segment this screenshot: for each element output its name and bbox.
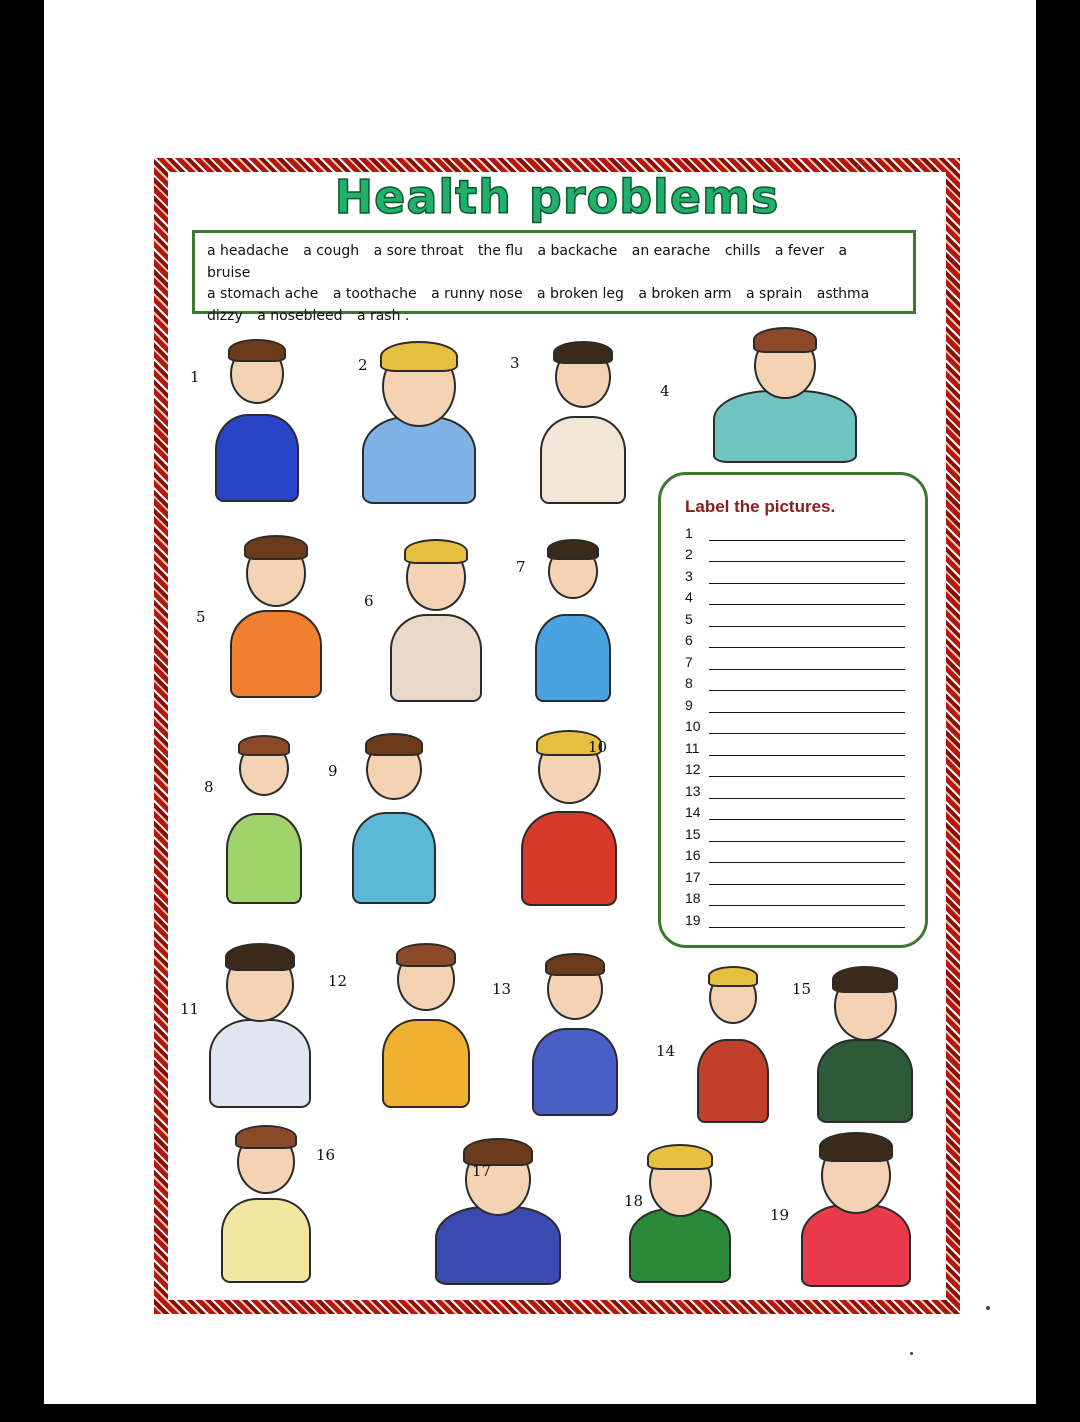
picture-number: 11: [180, 1000, 200, 1018]
answer-blank[interactable]: [709, 806, 905, 820]
illustration-3: [516, 332, 650, 508]
word: a rash .: [356, 307, 410, 324]
person-figure: [204, 526, 348, 702]
figure-hair: [547, 539, 599, 560]
answer-lines: [685, 519, 905, 928]
illustration-8: [204, 726, 324, 908]
answer-number: 5: [685, 610, 693, 627]
answer-line[interactable]: [685, 756, 905, 778]
figure-hair: [235, 1125, 297, 1150]
answer-number: 11: [685, 739, 700, 756]
figure-body: [801, 1204, 911, 1287]
answer-number: 15: [685, 825, 701, 842]
picture-number: 15: [792, 980, 812, 998]
picture-number: 3: [510, 354, 520, 372]
word: a stomach ache: [207, 286, 319, 302]
word: a runny nose: [431, 286, 523, 302]
illustration-17: [400, 1130, 596, 1288]
word: asthma: [816, 286, 870, 302]
answer-blank[interactable]: [709, 892, 905, 906]
picture-number: 12: [328, 972, 348, 990]
figure-hair: [396, 943, 456, 967]
figure-body: [226, 813, 303, 904]
answer-line[interactable]: [685, 691, 905, 713]
answer-blank[interactable]: [709, 763, 905, 777]
figure-body: [713, 390, 858, 463]
figure-hair: [380, 341, 458, 372]
answer-number: 9: [685, 696, 693, 713]
figure-hair: [228, 339, 285, 362]
answer-line[interactable]: [685, 562, 905, 584]
answer-line[interactable]: [685, 713, 905, 735]
answer-line[interactable]: [685, 519, 905, 541]
person-figure: [192, 330, 322, 506]
illustration-15: [790, 958, 940, 1126]
figure-body: [697, 1039, 770, 1123]
illustration-14: [676, 958, 790, 1126]
figure-body: [532, 1028, 618, 1116]
answer-line[interactable]: [685, 605, 905, 627]
illustration-11: [180, 934, 340, 1112]
person-figure: [770, 1124, 942, 1290]
picture-number: 2: [358, 356, 368, 374]
answer-number: 14: [685, 804, 701, 820]
answer-number: 6: [685, 632, 693, 648]
person-figure: [516, 332, 650, 508]
word: a fever: [774, 243, 825, 259]
picture-number: 16: [316, 1146, 336, 1164]
picture-number: 13: [492, 980, 512, 998]
answer-number: 7: [685, 653, 693, 670]
figure-hair: [647, 1144, 713, 1170]
person-figure: [672, 320, 898, 466]
word-bank: [192, 230, 916, 324]
person-figure: [508, 944, 642, 1120]
answer-line[interactable]: [685, 648, 905, 670]
word: a sore throat: [373, 243, 464, 259]
person-figure: [330, 332, 508, 508]
answer-blank[interactable]: [709, 785, 905, 799]
illustration-13: [508, 944, 642, 1120]
picture-number: 18: [624, 1192, 644, 1210]
figure-hair: [553, 341, 612, 365]
person-figure: [204, 726, 324, 908]
word: a broken leg: [537, 286, 624, 302]
person-figure: [328, 724, 460, 908]
answer-blank[interactable]: [709, 699, 905, 713]
word-bank-row-2: [207, 284, 901, 306]
figure-body: [540, 416, 626, 504]
figure-body: [435, 1206, 560, 1285]
figure-body: [209, 1019, 311, 1108]
answer-blank[interactable]: [709, 570, 905, 584]
answer-number: 8: [685, 675, 693, 691]
person-figure: [364, 530, 508, 706]
illustration-1: [192, 330, 322, 506]
speck: [910, 1352, 913, 1355]
answer-blank[interactable]: [709, 548, 905, 562]
answer-number: 19: [685, 911, 701, 928]
illustration-10: [494, 720, 644, 910]
answer-number: 1: [685, 524, 693, 541]
person-figure: [676, 958, 790, 1126]
word: a toothache: [332, 286, 417, 302]
figure-body: [521, 811, 617, 906]
answer-blank[interactable]: [709, 914, 905, 928]
word: a headache: [207, 243, 289, 259]
word: an earache: [631, 243, 711, 259]
picture-number: 9: [328, 762, 338, 780]
answer-blank[interactable]: [709, 591, 905, 605]
figure-body: [535, 614, 611, 702]
figure-hair: [238, 735, 291, 756]
answer-blank[interactable]: [709, 849, 905, 863]
answer-blank[interactable]: [709, 634, 905, 648]
picture-number: 8: [204, 778, 214, 796]
answer-line[interactable]: [685, 906, 905, 928]
person-figure: [400, 1130, 596, 1288]
answer-blank[interactable]: [709, 656, 905, 670]
picture-number: 4: [660, 382, 670, 400]
answer-number: 2: [685, 546, 693, 562]
picture-number: 5: [196, 608, 206, 626]
picture-number: 14: [656, 1042, 676, 1060]
figure-hair: [708, 966, 758, 986]
picture-number: 10: [588, 738, 608, 756]
figure-body: [629, 1208, 731, 1283]
figure-hair: [753, 327, 817, 353]
answer-number: 17: [685, 868, 701, 885]
figure-body: [352, 812, 436, 904]
word: the flu: [477, 243, 524, 259]
word: chills: [724, 243, 761, 259]
answer-line[interactable]: [685, 842, 905, 864]
illustration-18: [600, 1136, 760, 1286]
answer-blank[interactable]: [709, 828, 905, 842]
picture-number: 1: [190, 368, 200, 386]
answer-line[interactable]: [685, 799, 905, 821]
answer-number: 16: [685, 847, 701, 863]
person-figure: [790, 958, 940, 1126]
figure-hair: [365, 733, 423, 756]
word: a cough: [303, 243, 360, 259]
person-figure: [180, 934, 340, 1112]
answer-number: 12: [685, 761, 701, 777]
illustration-16: [196, 1116, 336, 1286]
answer-blank[interactable]: [709, 871, 905, 885]
speck: [986, 1306, 990, 1310]
figure-body: [230, 610, 322, 698]
figure-hair: [832, 966, 898, 992]
illustration-7: [514, 530, 632, 706]
answer-line[interactable]: [685, 885, 905, 907]
figure-hair: [545, 953, 604, 977]
answer-blank[interactable]: [709, 613, 905, 627]
person-figure: [494, 720, 644, 910]
answer-number: 13: [685, 782, 701, 799]
illustration-5: [204, 526, 348, 702]
figure-hair: [225, 943, 296, 971]
page-title: Health problems: [334, 170, 780, 224]
figure-hair: [819, 1132, 892, 1161]
answer-line[interactable]: [685, 670, 905, 692]
word: a nosebleed: [257, 307, 343, 324]
answer-blank[interactable]: [709, 677, 905, 691]
answer-line[interactable]: [685, 584, 905, 606]
answer-number: 10: [685, 718, 701, 734]
person-figure: [196, 1116, 336, 1286]
figure-body: [390, 614, 482, 702]
answer-blank[interactable]: [709, 720, 905, 734]
answer-number: 4: [685, 589, 693, 605]
word: a bruise: [207, 243, 848, 281]
person-figure: [514, 530, 632, 706]
illustration-9: [328, 724, 460, 908]
answer-line[interactable]: [685, 863, 905, 885]
picture-number: 6: [364, 592, 374, 610]
illustration-12: [358, 934, 494, 1112]
answer-line[interactable]: [685, 820, 905, 842]
word: a broken arm: [638, 286, 732, 302]
word: a sprain: [746, 286, 803, 302]
figure-body: [362, 416, 476, 504]
figure-hair: [404, 539, 468, 564]
figure-body: [221, 1198, 311, 1283]
word: dizzy: [207, 307, 243, 324]
person-figure: [358, 934, 494, 1112]
picture-number: 19: [770, 1206, 790, 1224]
picture-number: 7: [516, 558, 526, 576]
label-box-title: Label the pictures.: [685, 497, 836, 516]
illustration-4: [672, 320, 898, 466]
illustration-19: [770, 1124, 942, 1290]
figure-body: [215, 414, 298, 502]
word-bank-row-1: [207, 241, 901, 284]
word: a backache: [537, 243, 618, 259]
answer-blank[interactable]: [709, 527, 905, 541]
answer-line[interactable]: [685, 777, 905, 799]
answer-line[interactable]: [685, 627, 905, 649]
person-figure: [600, 1136, 760, 1286]
figure-body: [382, 1019, 469, 1108]
answer-blank[interactable]: [709, 742, 905, 756]
answer-line[interactable]: [685, 541, 905, 563]
label-box: [658, 472, 928, 948]
illustration-6: [364, 530, 508, 706]
figure-body: [817, 1039, 913, 1123]
answer-number: 18: [685, 890, 701, 906]
answer-line[interactable]: [685, 734, 905, 756]
answer-number: 3: [685, 567, 693, 584]
figure-hair: [244, 535, 308, 560]
picture-number: 17: [472, 1162, 492, 1180]
illustration-2: [330, 332, 508, 508]
